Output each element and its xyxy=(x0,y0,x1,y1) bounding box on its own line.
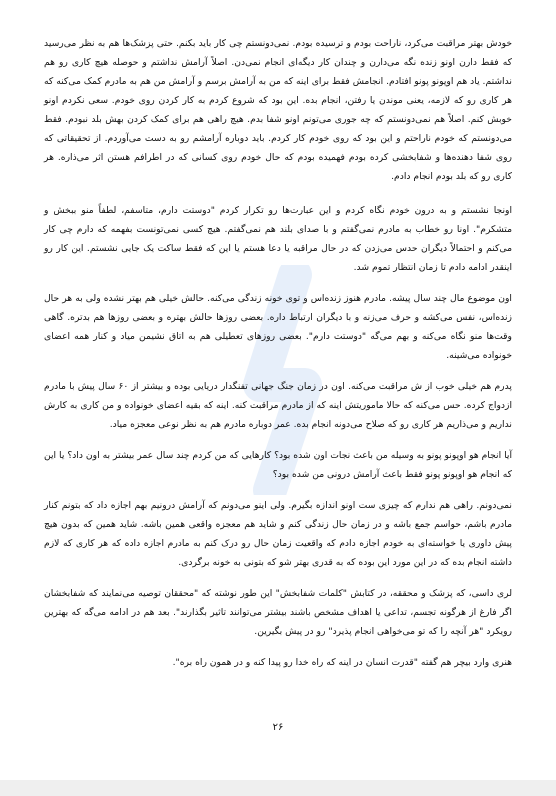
paragraph: آیا انجام هو اوپونو پونو به وسیله من باعث نجات اون شده بود؟ کارهایی که من کردم چند سال عمر بیشتر به اون داد؟ یا این که انجام هو اوپونو پونو فقط باعث آرامش درونی من شده بود؟ xyxy=(44,450,512,480)
page-number: ۲۶ xyxy=(272,722,284,733)
paragraph: لری داسی، که پزشک و محققه، در کتابش "کلمات شفابخش" این طور نوشته که "محققان توصیه می‌نمایند که شفابخشان اگر فارغ از هرگونه تجسم، تداعی یا اهداف مشخص باشند بیشتر می‌توانند تاثیر بگذارند". بعد هم در ادامه می‌گه که بهترین رویکرد "هر آنچه را که تو می‌خواهی انجام پذیرد" رو در پیش بگیرین. xyxy=(44,588,512,637)
document-body xyxy=(44,34,512,684)
paragraph: نمی‌دونم. راهی هم ندارم که چیزی ست اونو اندازه بگیرم. ولی اینو می‌دونم که آرامش درونیم بهم اجازه داد که بتونم کنار مادرم باشم، حواسم جمع باشه و در زمان حال زندگی کنم و شاید هم معجزه واقعی همین باشه. شاید همین که بدون هیچ پیش داوری یا خواسته‌ای به خودم اجازه دادم که واقعیت زمان حال رو درک کنم به مادرم اجازه داده که هر کاری که لازم داشته انجام بده که در این مورد این بوده که به قدری بهتر شو که بتونی به خونه برگردی. xyxy=(44,500,512,568)
paragraph: اون موضوع مال چند سال پیشه. مادرم هنوز زنده‌اس و توی خونه زندگی می‌کنه. حالش خیلی هم بهتر نشده ولی به هر حال زنده‌اس، نفس می‌کشه و حرف می‌زنه و با دیگران ارتباط داره. بعضی روزها حالش بهتره و بعضی روزها هم بدتره. گاهی وقت‌ها منو نگاه می‌کنه و بهم می‌گه "دوستت دارم". بعضی روزهای تعطیلی هم به اتاق نشیمن میاد و کنار همه اعضای خونواده می‌شینه. xyxy=(44,293,512,361)
paragraph: خودش بهتر مراقبت می‌کرد، ناراحت بودم و ترسیده بودم. نمی‌دونستم چی کار باید بکنم. حتی پزشک‌ها هم به نظر می‌رسید که فقط دارن اونو زنده نگه می‌دارن و چندان کار دیگه‌ای انجام نمی‌دن. اصلاً آرامش نداشتم و حوصله هیچ کاری رو هم نداشتم. یاد هم اوپونو پونو افتادم. انجامش فقط برای اینه که من به آرامش برسم و آرامش من هم به مادرم کمک می‌کنه که هر کاری رو که لازمه، یعنی موندن یا رفتن، انجام بده. این بود که شروع کردم به کار کردن روی خودم. سعی نکردم اونو خوبش کنم. اصلاً هم نمی‌دونستم که چه جوری می‌تونم اونو شفا بدم. هیچ راهی هم برای کمک کردن بهش بلد نبودم. فقط می‌دونستم که خودم ناراحتم و این بود که روی خودم کار کردم. باید دوباره آرامشم رو به دست می‌آوردم. از تحقیقاتی که روی شفا دهنده‌ها و شفابخشی کرده بودم فهمیده بودم که حال خودم روی کسانی که در اطرافم هستن اثر می‌ذاره. هر کاری رو که بلد بودم انجام دادم. xyxy=(44,38,512,182)
paragraph: هنری وارد بیچر هم گفته "قدرت انسان در اینه که راه خدا رو پیدا کنه و در همون راه بره". xyxy=(172,657,512,668)
paragraph: اونجا نشستم و به درون خودم نگاه کردم و این عبارت‌ها رو تکرار کردم "دوستت دارم، متاسفم، لطفاً منو ببخش و متشکرم". اونا رو خطاب به مادرم نمی‌گفتم و با صدای بلند هم نمی‌گفتم. هیچ کسی نمی‌تونست بفهمه که دارم چی کار می‌کنم و احتمالاً دیگران حدس می‌زدن که در حال مراقبه یا دعا هستم یا این که فقط ساکت یک جایی نشستم. این کار رو اینقدر ادامه دادم تا زمان انتظار تموم شد. xyxy=(44,205,512,273)
page-gap xyxy=(0,780,556,796)
paragraph: پدرم هم خیلی خوب از ش مراقبت می‌کنه. اون در زمان جنگ جهانی تفنگدار دریایی بوده و بیشتر از ۶۰ سال پیش با مادرم ازدواج کرده. حس می‌کنه که حالا ماموریتش اینه که از مادرم مراقبت کنه. اینه که بقیه اعضای خونواده و من کاری به کارش نداریم و می‌ذاریم هر کاری رو که صلاح می‌دونه انجام بده. عمر دوباره مادرم هم به نظر نوعی معجزه میاد. xyxy=(44,381,512,430)
